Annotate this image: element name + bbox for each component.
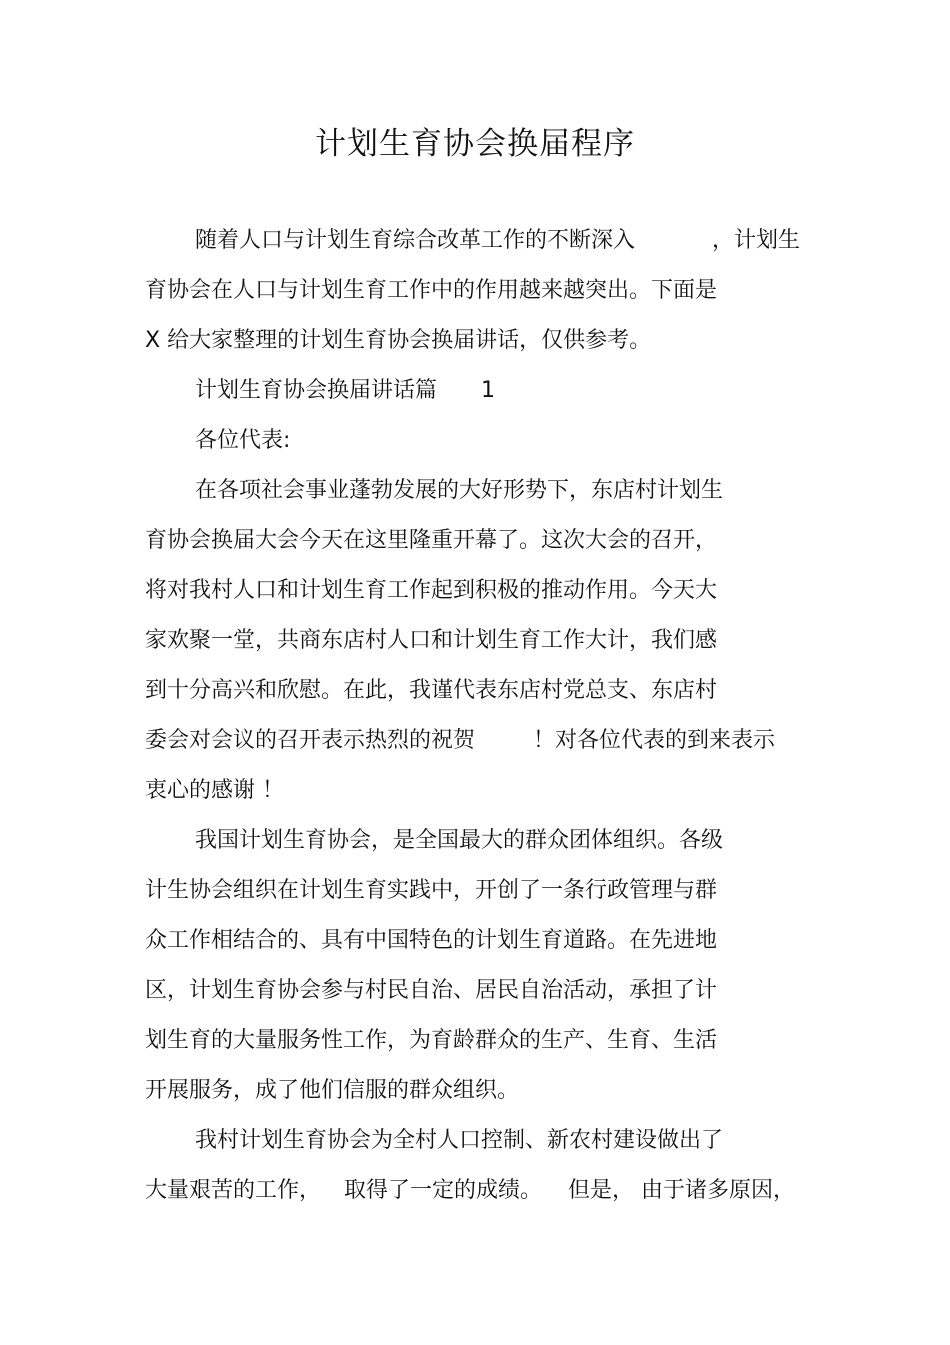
paragraph-line: 取得了一定的成绩。 <box>344 1178 543 1203</box>
paragraph-line: 我国计划生育协会，是全国最大的群众团体组织。各级 <box>195 828 724 853</box>
section-heading: 计划生育协会换届讲话篇 <box>195 378 438 403</box>
section-number: 1 <box>481 378 495 403</box>
paragraph-line: 将对我村人口和计划生育工作起到积极的推动作用。今天大 <box>145 578 718 603</box>
paragraph-line: 众工作相结合的、具有中国特色的计划生育道路。在先进地 <box>145 928 718 953</box>
paragraph-line: 由于诸多原因， <box>641 1178 796 1203</box>
paragraph-line: 随着人口与计划生育综合改革工作的不断深入 <box>195 228 636 253</box>
paragraph-line: 在各项社会事业蓬勃发展的大好形势下，东店村计划生 <box>195 478 724 503</box>
paragraph-line: 我村计划生育协会为全村人口控制、新农村建设做出了 <box>195 1128 724 1153</box>
paragraph-line: 家欢聚一堂，共商东店村人口和计划生育工作大计，我们感 <box>145 628 718 653</box>
paragraph-line: ，计划生 <box>712 228 801 253</box>
document-title: 计划生育协会换届程序 <box>315 126 635 162</box>
paragraph-line: 开展服务，成了他们信服的群众组织。 <box>145 1078 520 1103</box>
paragraph-line: 委会对会议的召开表示热烈的祝贺 <box>145 728 476 753</box>
paragraph-line: 大量艰苦的工作， <box>145 1178 322 1203</box>
paragraph-line: 育协会在人口与计划生育工作中的作用越来越突出。下面是 <box>145 278 718 303</box>
salutation: 各位代表: <box>195 428 291 453</box>
paragraph-line: ！对各位代表的到来表示 <box>533 728 776 753</box>
paragraph-line: 区，计划生育协会参与村民自治、居民自治活动，承担了计 <box>145 978 718 1003</box>
paragraph-line: 到十分高兴和欣慰。在此，我谨代表东店村党总支、东店村 <box>145 678 718 703</box>
paragraph-line: 划生育的大量服务性工作，为育龄群众的生产、生育、生活 <box>145 1028 718 1053</box>
paragraph-line: 育协会换届大会今天在这里隆重开幕了。这次大会的召开， <box>145 528 718 553</box>
paragraph-line: 计生协会组织在计划生育实践中，开创了一条行政管理与群 <box>145 878 718 903</box>
paragraph-line: 衷心的感谢 ！ <box>145 778 284 803</box>
paragraph-line: 但是， <box>568 1178 635 1203</box>
paragraph-line: X 给大家整理的计划生育协会换届讲话，仅供参考。 <box>145 328 652 353</box>
